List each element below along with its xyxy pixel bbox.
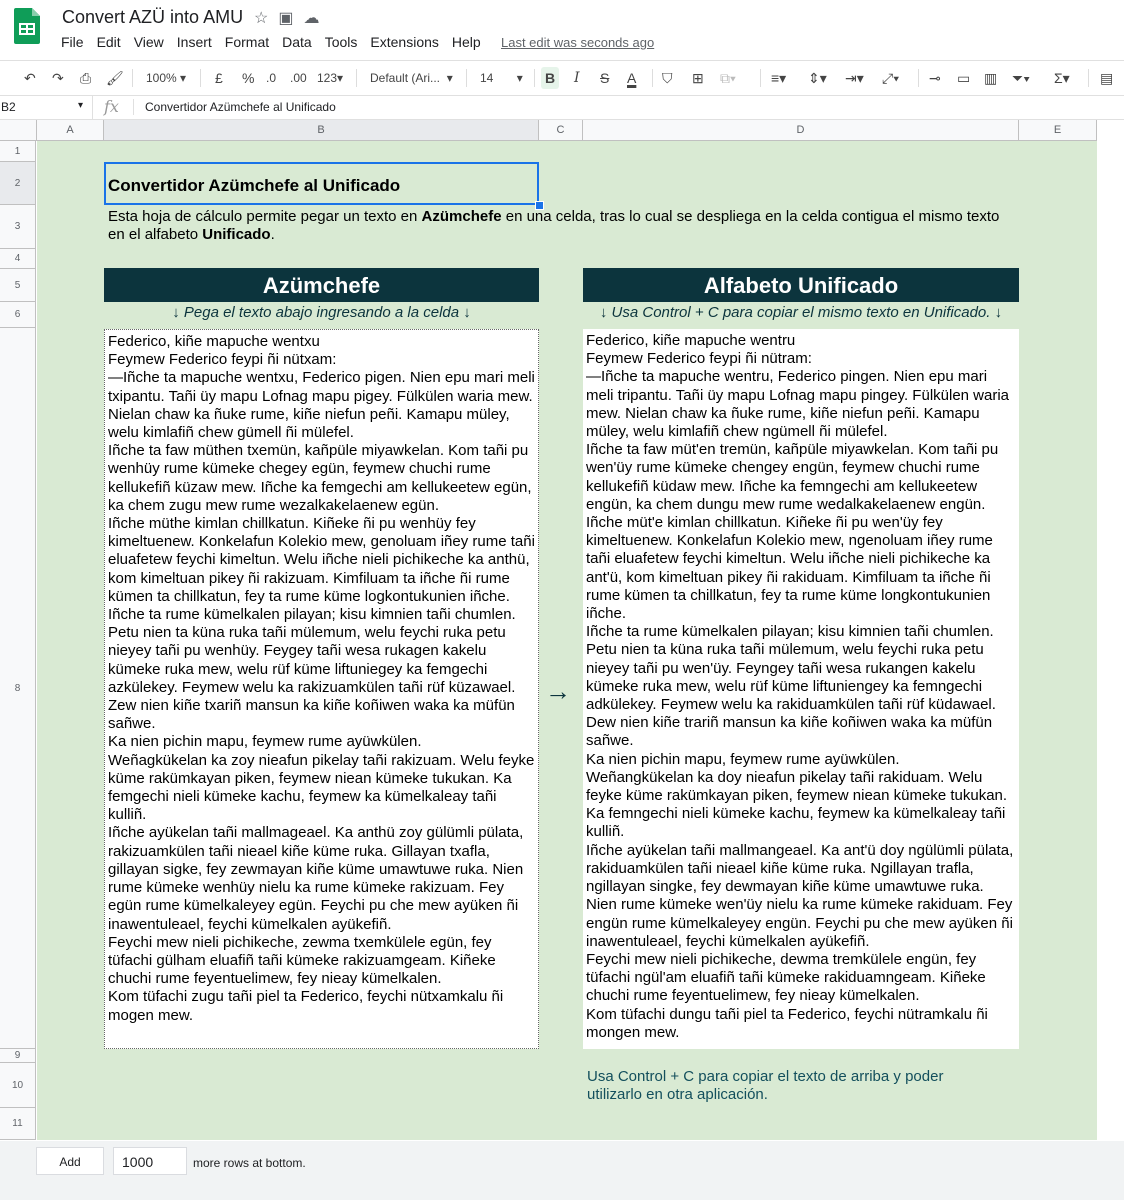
row-header-6[interactable]: 6 — [0, 302, 36, 328]
column-header-d[interactable]: D — [583, 120, 1019, 141]
text-color-button[interactable]: A — [627, 70, 637, 86]
strikethrough-button[interactable]: S — [600, 70, 610, 86]
menu-data[interactable]: Data — [282, 34, 312, 50]
vertical-align-icon[interactable]: ⇕▾ — [808, 69, 827, 86]
currency-button[interactable]: £ — [215, 70, 223, 86]
menu-bar — [61, 34, 481, 50]
insert-comment-icon[interactable]: ▭ — [957, 69, 971, 86]
menu-extensions[interactable]: Extensions — [370, 34, 439, 50]
description-text[interactable]: Esta hoja de cálculo permite pegar un texto en Azümchefe en una celda, tras lo cual se despliega en la celda contigua el mismo texto en el alfabeto Unificado. — [108, 208, 1000, 243]
add-rows-button[interactable]: Add — [36, 1147, 104, 1175]
undo-icon[interactable]: ↶ — [24, 69, 36, 86]
text-paragraph: Kom tüfachi dungu tañi piel ta Federico, feychi nütramkalu ñi mongen mew. — [586, 1005, 988, 1041]
fx-icon: fx — [104, 97, 119, 116]
text-paragraph: Ka nien pichin mapu, feymew rume ayüwkülen. — [586, 750, 900, 768]
text-paragraph: Iñche ayükelan tañi mallmangeael. Ka ant'ü doy ngülümli pülata, rakiduamkülen tañi nieael kiñe küme ruka. Ngillayan trafla, ngillayan singke, fey dewmayan kiñe küme umawtuwe ruka. Nien rume kümeke wen'üy nielu ka rume kümeke rakiduam. Fey engün rume kümelkaleyey engün. Feychi pu che mew ayüken ñi inawentuleael, feychi kümelkalen ayükefiñ. — [586, 841, 1014, 950]
text-paragraph: Federico, kiñe mapuche wentxu — [108, 333, 320, 350]
formula-bar — [0, 95, 1124, 120]
unificado-output-cell[interactable] — [583, 329, 1019, 1049]
merge-cells-icon[interactable]: ⧉▾ — [720, 69, 736, 86]
fill-color-icon[interactable]: ⛉ — [662, 69, 673, 86]
move-folder-icon[interactable]: ▣ — [278, 10, 294, 27]
cell-b2-title[interactable] — [104, 162, 539, 205]
menu-view[interactable]: View — [133, 34, 164, 50]
column-header-c[interactable]: C — [539, 120, 583, 141]
keyboard-icon[interactable]: ▤ — [1100, 69, 1114, 86]
row-header-8[interactable]: 8 — [0, 328, 36, 1049]
menu-insert[interactable]: Insert — [176, 34, 212, 50]
select-all-corner[interactable] — [0, 120, 37, 141]
text-wrap-icon[interactable]: ⇥▾ — [845, 69, 864, 86]
text-paragraph: Ka nien pichin mapu, feymew rume ayüwkülen. — [108, 733, 422, 751]
paste-instruction[interactable]: ↓ Pega el texto abajo ingresando a la celda ↓ — [172, 304, 471, 321]
menu-edit[interactable]: Edit — [96, 34, 121, 50]
font-size-select[interactable]: 14 ▾ — [480, 71, 523, 85]
text-paragraph: Iñche ta rume kümelkalen pilayan; kisu kimnien tañi chumlen. Petu nien ta küna ruka tañi mülemum, welu feychi ruka petu nieyey tañi pu wenhüy. Feygey tañi wesa rukagen kakelu kümeke ruka mew, welu rüf küme liftuniegey ka femgechi azkülekey. Feymew welu ka rakizuamkülen tañi rüf küzawael. Zew nien kiñe txariñ mansun ka kiñe koñiwen waka ka müfün sañwe. — [108, 606, 516, 733]
copy-instruction[interactable]: ↓ Usa Control + C para copiar el mismo texto en Unificado. ↓ — [599, 304, 1003, 321]
text-paragraph: Federico, kiñe mapuche wentru — [586, 332, 796, 349]
decrease-decimal-button[interactable]: .0 — [266, 71, 277, 85]
text-paragraph: Iñche ta faw müthen txemün, kañpüle miyawkelan. Kom tañi pu wenhüy rume kümeke chegey egün, feymew chuchi rume kellukefiñ küzaw mew. Iñche ka femgechi am kellukeetew egün, ka chem zugu mew rume wezalkakelaenew egün. — [108, 442, 532, 514]
number-format-select[interactable]: 123 ▾ — [317, 71, 344, 85]
column-header-b[interactable]: B — [104, 120, 539, 141]
text-paragraph: Weñangkükelan ka doy nieafun pikelay tañi rakiduam. Welu feyke küme rakümkayan piken, feymew niean kümeke tukukan. Ka femngechi nieli kümeke kachu, feymew ka kümelkaleay tañi kulliñ. — [586, 768, 1008, 841]
row-header-5[interactable]: 5 — [0, 269, 36, 302]
text-rotation-icon[interactable]: ⤢▾ — [882, 69, 900, 86]
menu-tools[interactable]: Tools — [324, 34, 358, 50]
text-paragraph: —Iñche ta mapuche wentxu, Federico pigen. Nien epu mari meli txipantu. Tañi üy mapu Lofnag mapu pigey. Fülkülen waria mew. Nielan chaw ka ñuke rume, kiñe niefun peñi. Kamapu müley, welu kimlafiñ chew gümell ñi mülefel. — [108, 369, 535, 442]
row-header-4[interactable]: 4 — [0, 249, 36, 269]
redo-icon[interactable]: ↷ — [52, 69, 64, 86]
menu-help[interactable]: Help — [451, 34, 481, 50]
unificado-header[interactable]: Alfabeto Unificado — [583, 268, 1019, 302]
bold-button[interactable]: B — [541, 67, 559, 89]
sheet-title: Convertidor Azümchefe al Unificado — [108, 176, 401, 195]
insert-link-icon[interactable]: ⊸ — [929, 69, 941, 86]
row-header-1[interactable]: 1 — [0, 141, 36, 162]
text-paragraph: Kom tüfachi zugu tañi piel ta Federico, feychi nütxamkalu ñi mogen mew. — [108, 988, 504, 1024]
arrow-right-icon: → — [545, 676, 571, 706]
formula-input[interactable]: Convertidor Azümchefe al Unificado — [145, 100, 336, 114]
text-paragraph: —Iñche ta mapuche wentru, Federico pingen. Nien epu mari meli tripantu. Tañi üy mapu Lofnag mapu pingey. Fülkülen waria mew. Nielan chaw ka ñuke rume, kiñe niefun peñi. Kamapu müley, welu kimlafiñ chew ngümell ñi mülefel. — [586, 368, 1010, 441]
horizontal-align-icon[interactable]: ≡▾ — [771, 69, 787, 86]
text-paragraph: Iñche ta faw müt'en tremün, kañpüle miyawkelan. Kom tañi pu wen'üy rume kümeke chengey engün, feymew chuchi rume kellukefiñ küdaw mew. Iñche ka femngechi am kellukeetew engün, ka chem dungu mew rume wedalkakelaenew engün. — [586, 441, 999, 513]
name-box[interactable]: B2 ▾ — [0, 95, 93, 119]
last-edit-link[interactable]: Last edit was seconds ago — [501, 35, 655, 50]
sheets-logo-icon[interactable] — [14, 8, 40, 44]
azumchefe-header[interactable]: Azümchefe — [104, 268, 539, 302]
text-paragraph: Iñche ayükelan tañi mallmageael. Ka anthü zoy gülümli pülata, rakizuamkülen tañi nieael kiñe küme ruka. Gillayan txafla, gillayan sigke, fey zewmayan kiñe küme umawtuwe ruka. Nien rume kümeke wenhüy nielu ka rume kümeke rakizuam. Fey egün rume kümelkaleyey egün. Feychi pu che mew ayüken ñi inawentuleael, feychi kümelkalen ayükefiñ. — [108, 824, 524, 933]
font-select[interactable]: Default (Ari... ▾ — [370, 71, 453, 85]
row-header-3[interactable]: 3 — [0, 205, 36, 249]
azumchefe-input-cell[interactable] — [104, 329, 539, 1049]
row-header-11[interactable]: 11 — [0, 1108, 36, 1140]
insert-chart-icon[interactable]: ▥ — [984, 69, 998, 86]
percent-button[interactable]: % — [242, 70, 255, 86]
menu-file[interactable]: File — [61, 34, 84, 50]
column-header-a[interactable]: A — [37, 120, 104, 141]
italic-button[interactable]: I — [574, 70, 580, 86]
text-paragraph: Feymew Federico feypi ñi nütram: — [586, 350, 812, 368]
menu-format[interactable]: Format — [224, 34, 270, 50]
document-title[interactable]: Convert AZÜ into AMU — [62, 7, 244, 27]
paint-format-icon[interactable]: 🖌 — [106, 69, 124, 86]
filter-icon[interactable]: ⏷▾ — [1012, 69, 1031, 86]
toolbar — [0, 60, 1124, 96]
borders-icon[interactable]: ⊞ — [692, 69, 704, 86]
text-paragraph: Feymew Federico feypi ñi nütxam: — [108, 351, 337, 369]
copy-hint-text[interactable]: Usa Control + C para copiar el texto de arriba y poder utilizarlo en otra aplicación. — [587, 1068, 944, 1103]
row-header-9[interactable]: 9 — [0, 1049, 36, 1063]
zoom-select[interactable]: 100% ▾ — [146, 71, 187, 85]
functions-icon[interactable]: Σ▾ — [1054, 69, 1070, 86]
text-paragraph: Iñche müt'e kimlan chillkatun. Kiñeke ñi pu wen'üy fey kimeltuenew. Konkelafun Kolekio mew, ngenoluam iñey rume tañi eluafetew feychi kimeltun. Welu iñche nieli pichikeche ka ant'ü, kom kimeltuan pikey ñi rakiduam. Kimfiluam ta iñche ñi rume kümen ta chillkatun, fey ta rume küme longkontukunien iñche. — [586, 514, 993, 623]
text-paragraph: Iñche ta rume kümelkalen pilayan; kisu kimnien tañi chumlen. Petu nien ta küna ruka tañi mülemum, welu feychi ruka petu nieyey tañi pu wen'üy. Feyngey tañi wesa rukangen kakelu kümeke ruka mew, welu rüf küme liftuniengey ka femngechi adkülekey. Feymew welu ka rakiduamkülen tañi rüf küdawael. Dew nien kiñe trariñ mansun ka kiñe koñiwen waka ka müfün sañwe. — [586, 623, 996, 750]
more-rows-label: more rows at bottom. — [193, 1156, 306, 1170]
row-header-2[interactable]: 2 — [0, 162, 36, 205]
row-header-10[interactable]: 10 — [0, 1063, 36, 1108]
print-icon[interactable]: ⎙ — [80, 69, 92, 86]
column-header-e[interactable]: E — [1019, 120, 1097, 141]
text-paragraph: Weñagkükelan ka zoy nieafun pikelay tañi rakizuam. Welu feyke küme rakümkayan piken, feymew niean kümeke tukukan. Ka femgechi nieli kümeke kachu, feymew ka kümelkaleay tañi kulliñ. — [108, 751, 535, 824]
increase-decimal-button[interactable]: .00 — [290, 71, 307, 85]
text-paragraph: Feychi mew nieli pichikeche, dewma tremkülele engün, fey tüfachi ngül'am eluafiñ tañi kümeke rakiduamngeam. Kiñeke chuchi rume feyentuelimew, fey nieay kümelkalen. — [586, 950, 986, 1005]
star-icon[interactable]: ☆ — [254, 10, 269, 27]
text-paragraph: Feychi mew nieli pichikeche, zewma txemkülele egün, fey tüfachi gülham eluafiñ tañi kümeke rakizuamgeam. Kiñeke chuchi rume feyentuelimew, fey nieay kümelkalen. — [108, 933, 496, 988]
rows-count-input[interactable]: 1000 — [113, 1147, 187, 1175]
text-paragraph: Iñche müthe kimlan chillkatun. Kiñeke ñi pu wenhüy fey kimeltuenew. Konkelafun Kolekio mew, genoluam iñey rume tañi eluafetew feychi kimeltun. Welu iñche nieli pichikeche ka anthü, kom kimeltuan pikey ñi rakizuam. Kimfiluam ta iñche ñi rume kümen ta chillkatun, fey ta rume küme logkontukunien iñche. — [108, 515, 535, 605]
cloud-status-icon[interactable]: ☁ — [303, 10, 320, 27]
